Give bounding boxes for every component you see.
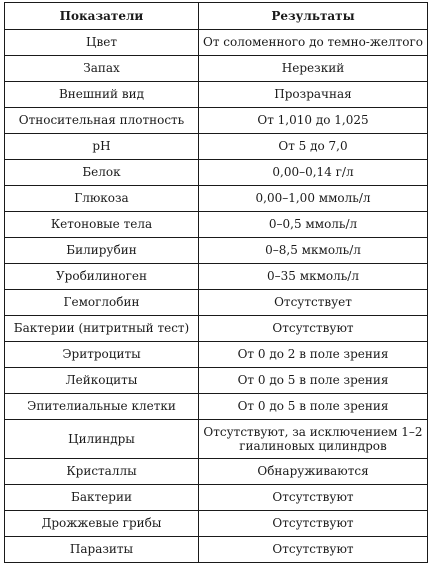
result-cell: От соломенного до темно-желтого (199, 30, 428, 56)
result-cell: Отсутствует (199, 290, 428, 316)
indicator-cell: Лейкоциты (5, 368, 199, 394)
table-row (5, 290, 428, 316)
indicator-cell: Бактерии (5, 485, 199, 511)
indicator-cell: Белок (5, 160, 199, 186)
table-row (5, 537, 428, 563)
indicator-cell: Бактерии (нитритный тест) (5, 316, 199, 342)
table-row (5, 134, 428, 160)
indicator-cell: Цвет (5, 30, 199, 56)
result-cell: 0,00–1,00 ммоль/л (199, 186, 428, 212)
indicator-cell: Кетоновые тела (5, 212, 199, 238)
table-row (5, 485, 428, 511)
urinalysis-table (4, 2, 428, 563)
table-row (5, 459, 428, 485)
result-cell: Отсутствуют (199, 537, 428, 563)
indicator-cell: Билирубин (5, 238, 199, 264)
result-cell: Прозрачная (199, 82, 428, 108)
table-row (5, 342, 428, 368)
header-indicators: Показатели (5, 3, 199, 30)
indicator-cell: Эпителиальные клетки (5, 394, 199, 420)
indicator-cell: Запах (5, 56, 199, 82)
result-cell: Отсутствуют (199, 316, 428, 342)
result-cell: 0–35 мкмоль/л (199, 264, 428, 290)
indicator-cell: Эритроциты (5, 342, 199, 368)
indicator-cell: Паразиты (5, 537, 199, 563)
result-cell: От 0 до 5 в поле зрения (199, 394, 428, 420)
result-cell: 0–8,5 мкмоль/л (199, 238, 428, 264)
table-row (5, 316, 428, 342)
result-cell: 0–0,5 ммоль/л (199, 212, 428, 238)
table-row (5, 30, 428, 56)
result-cell: Нерезкий (199, 56, 428, 82)
result-cell: Обнаруживаются (199, 459, 428, 485)
result-cell: Отсутствуют (199, 511, 428, 537)
table-row (5, 82, 428, 108)
result-cell: От 0 до 2 в поле зрения (199, 342, 428, 368)
indicator-cell: Цилиндры (5, 420, 199, 459)
indicator-cell: Кристаллы (5, 459, 199, 485)
result-cell: Отсутствуют, за исключением 1–2 гиалиновых цилиндров (199, 420, 428, 459)
table-row (5, 160, 428, 186)
table-row (5, 238, 428, 264)
indicator-cell: Глюкоза (5, 186, 199, 212)
header-results: Результаты (199, 3, 428, 30)
indicator-cell: Дрожжевые грибы (5, 511, 199, 537)
table-row (5, 420, 428, 459)
table-row (5, 56, 428, 82)
table-row (5, 264, 428, 290)
indicator-cell: Внешний вид (5, 82, 199, 108)
result-cell: От 5 до 7,0 (199, 134, 428, 160)
indicator-cell: Относительная плотность (5, 108, 199, 134)
table-row (5, 212, 428, 238)
result-cell: От 0 до 5 в поле зрения (199, 368, 428, 394)
table-row (5, 108, 428, 134)
result-cell: От 1,010 до 1,025 (199, 108, 428, 134)
result-cell: Отсутствуют (199, 485, 428, 511)
indicator-cell: Гемоглобин (5, 290, 199, 316)
table-row (5, 511, 428, 537)
table-row (5, 368, 428, 394)
header-row (5, 3, 428, 30)
result-cell: 0,00–0,14 г/л (199, 160, 428, 186)
indicator-cell: Уробилиноген (5, 264, 199, 290)
indicator-cell: pH (5, 134, 199, 160)
table-row (5, 394, 428, 420)
table-row (5, 186, 428, 212)
